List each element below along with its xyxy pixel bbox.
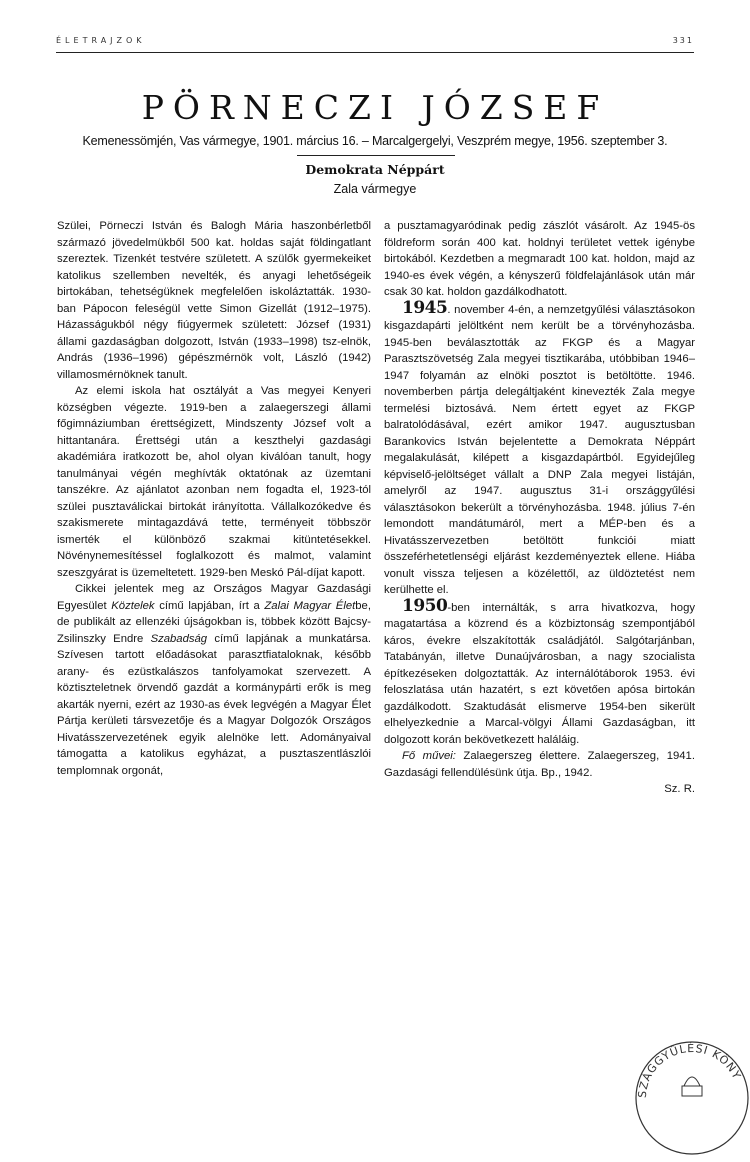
year-1945: 1945 bbox=[402, 297, 448, 318]
author-signature: Sz. R. bbox=[664, 783, 695, 795]
italic-title-koztelek: Köztelek bbox=[111, 599, 155, 612]
text-run: be, de publikált az ellenzéki újságokban is, többek között Bajcsy-Zsilinszky Endre bbox=[57, 599, 371, 645]
right-column bbox=[384, 218, 695, 798]
text-run: című lapjának a munkatársa. Szívesen tartott előadásokat parasztfiataloknak, később arany- és ezüstkalászos tanfolyamokat szervezett. A köztiszteletnek örvendő gazdát a kormánypárti erők is meg akarták nyerni, ezért az 1930-as évek legvégén a Magyar Élet Pártja kerületi társvezetője és a Magyar Dolgozók Országos Hivatásszervezetének egyik alelnöke lett. Adományaival támogatta a katolikus egyházat, a pusztaszentlászlói templomnak orgonát, bbox=[57, 632, 371, 777]
entry-party: Demokrata Néppárt bbox=[305, 162, 445, 177]
header-divider bbox=[56, 52, 694, 53]
paragraph-education: Az elemi iskola hat osztályát a Vas megyei Kenyeri községben végezte. 1919-ben a zalaegerszegi állami főgimnáziumban érettségizett, Mindszenty József volt a hittantanára. Érettségi után a keszthelyi gazdasági akadémiára iratkozott be, ahol olyan kiválóan tanult, hogy tanulmányai végén meghívták oktatónak az üzemtani tanszékre. Az ajánlatot azonban nem fogadta el, 1923-tól szülei pusztaválickai birtokát irányította. Vállalkozókedve és szakismerete mintagazdává tette, terményeit többször ismerték el különböző szakmai kitüntetésekkel. Növénynemesítéssel foglalkozott és malmot, valamint szeszgyárat is üzemeltetett. 1929-ben Meskó Pál-díjat kapott. bbox=[57, 385, 371, 579]
italic-title-szabadsag: Szabadság bbox=[150, 632, 208, 645]
paragraph-land-reform: a pusztamagyaródinak pedig zászlót vásárolt. Az 1945-ös földreform során 400 kat. holdnyi területet vettek igénybe birtokából. Kezdetben a megmaradt 100 kat. holdon, majd az 1940-es évek végén, a kényszerű földfelajánlások után már csak 30 kat. holdon gazdálkodhatott. bbox=[384, 220, 695, 298]
page-number: 331 bbox=[672, 36, 694, 45]
italic-title-zalai-magyar-elet: Zalai Magyar Élet bbox=[264, 599, 356, 612]
text-run: Cikkei jelentek meg az Országos Magyar Gazdasági Egyesület bbox=[57, 583, 371, 612]
entry-lifespan: Kemenessömjén, Vas vármegye, 1901. március 16. – Marcalgergelyi, Veszprém megye, 1956. szeptember 3. bbox=[82, 134, 668, 148]
paragraph-political-career bbox=[384, 297, 695, 599]
text-run: . november 4-én, a nemzetgyűlési választásokon kisgazdapárti jelöltként nem került be a törvényhozásba. 1945-ben beválasztották az FKGP és a Magyar Parasztszövetség Zala megyei tisztikarába, utóbbiban 1946–1947 folyamán az elnöki posztot is betöltötte. 1946. novemberben pártja delegáltjaként kinevezték Zala megye termelési biztosává. Nem értett egyet az FKGP balratolódásával, ezért amikor 1947. augusztusban Barankovics István bejelentette a Demokrata Néppárt megalakulását, kilépett a kisgazdapártból. Egyidejűleg képviselő-jelöltséget vállalt a DNP Zala megyei listáján, amelyről az 1947. augusztus 31-i országgyűlési választásokon bekerült a törvényhozásba. 1948. július 7-én lemondott mandátumáról, mert a MÉP-ben és a Hivatásszervezetben betöltött funkciói miatt összeférhetetlenségi eljárást kezdeményeztek ellene. Hiába vonult vissza teljesen a közélettől, az üldöztetést nem kerülhette el. bbox=[384, 303, 695, 596]
svg-text:SZÁGGYŰLÉSI KÖNY: SZÁGGYŰLÉSI KÖNY bbox=[635, 1041, 744, 1099]
running-head bbox=[56, 36, 694, 45]
works-label: Fő művei: bbox=[402, 750, 456, 762]
stamp-seal-icon bbox=[632, 1038, 750, 1158]
library-stamp bbox=[632, 1038, 750, 1158]
entry-name: PÖRNECZI JÓZSEF bbox=[141, 88, 609, 127]
title-divider bbox=[297, 155, 455, 156]
entry-constituency: Zala vármegye bbox=[333, 182, 417, 196]
text-run: -ben internálták, s arra hivatkozva, hogy magatartása a közrend és a közbiztonság szempontjából káros, évekre elszakították családjától. Salgótarjánban, Tatabányán, illetve Dunaújvárosban, a nagy szocialista építkezéseken dolgoztatták. Az internálótáborok 1953. évi feloszlatása után hazatért, s ezt követően apósa birtokán gazdálkodott. Szaktudását elismerve 1954-ben sikerült elhelyezkednie a Marcal-völgyi Állami Gazdaságban, itt dolgozott korán bekövetkezett haláláig. bbox=[384, 601, 695, 746]
text-run: című lapjában, írt a bbox=[154, 599, 265, 612]
paragraph-family: Szülei, Pörneczi István és Balogh Mária haszonbérletből származó jövedelmükből 500 kat. holdas saját földingatlant szereztek. Tizenkét testvére született. A szülők gyermekeiket katolikus szellemben nevelték, és anyagi lehetőségeik birtokában, tehetségüknek megfelelően iskoláztatták. 1930-ban Pápocon feleségül vette Simon Gizellát (1912–1975). Házasságukból négy fiúgyermek született: József (1931) állami gazdaságban dolgozott, István (1933–1998) tsz-elnök, András (1936–1996) gépészmérnök volt, László (1942) villamosmérnöknek tanult. bbox=[57, 220, 371, 381]
left-column bbox=[57, 218, 371, 779]
year-1950: 1950 bbox=[402, 595, 448, 616]
paragraph-internment bbox=[384, 595, 695, 749]
paragraph-publications bbox=[57, 581, 371, 779]
section-title: ÉLETRAJZOK bbox=[56, 36, 146, 45]
paragraph-works bbox=[384, 748, 695, 781]
works-list: Zalaegerszeg élettere. Zalaegerszeg, 1941. Gazdasági fellendülésünk útja. Bp., 1942. bbox=[384, 750, 695, 779]
